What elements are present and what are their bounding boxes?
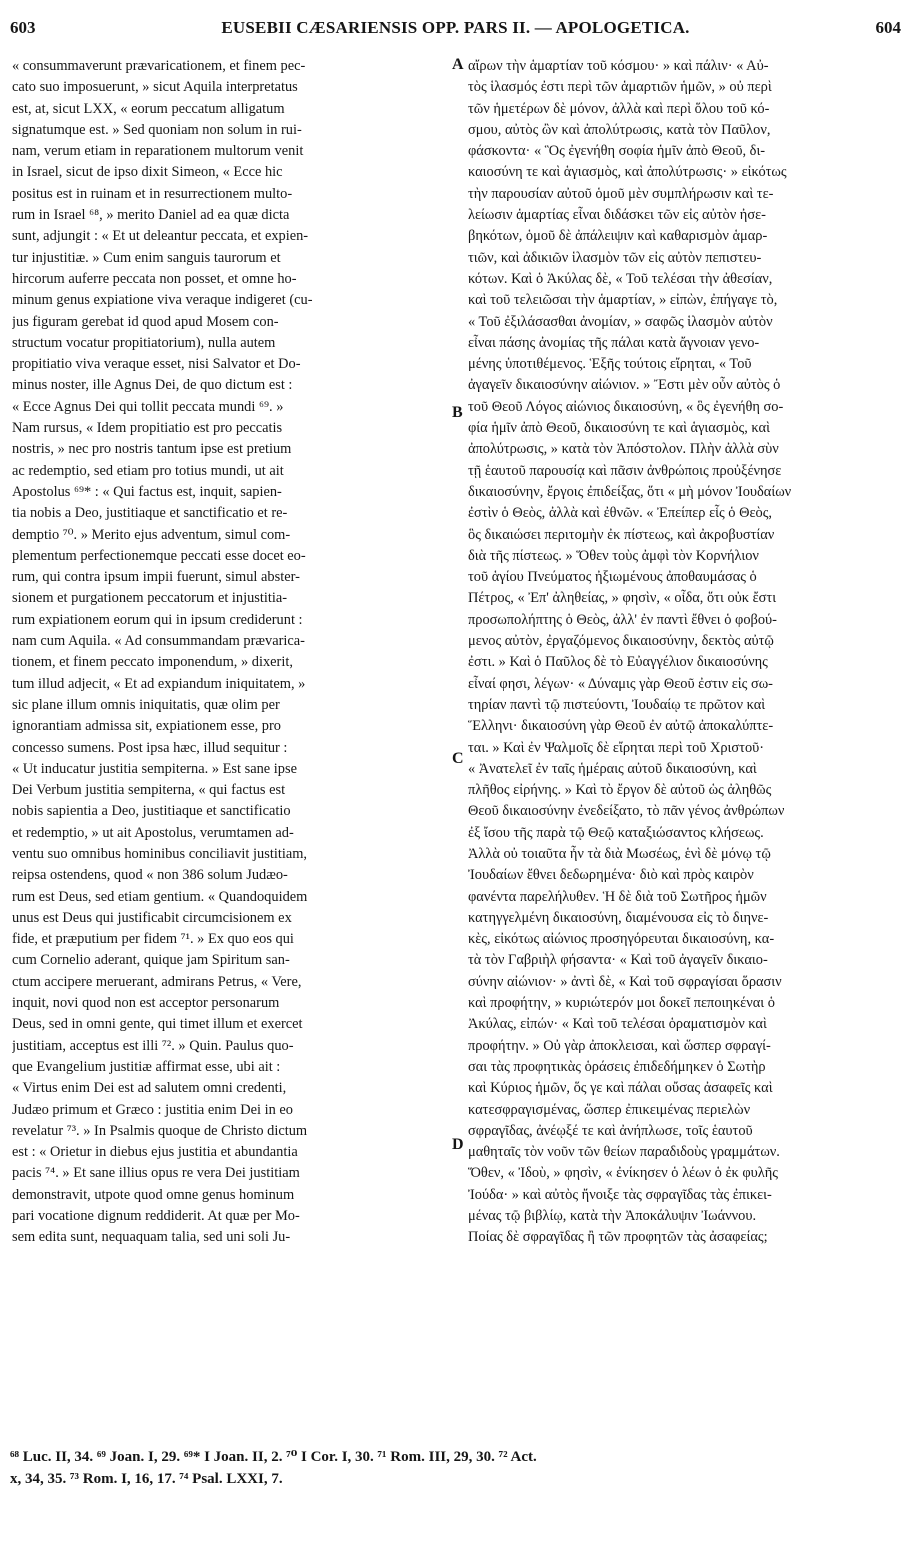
greek-text-line: εἶναι πάσης ἀνομίας τῆς πάλαι κατὰ ἄγνοιαν γενο-: [468, 334, 760, 351]
latin-text-line: « consummaverunt prævaricationem, et finem pec-: [12, 58, 306, 74]
greek-text-line: τοῦ ἁγίου Πνεύματος ἠξιωμένους ἀποθαυμάσας ὁ: [468, 569, 757, 586]
latin-text-line: Judæo primum et Græco : justitia enim Dei in eo: [12, 1101, 293, 1118]
latin-text-line: est, at, sicut LXX, « eorum peccatum alligatum: [12, 100, 285, 117]
latin-text-line: rum, qui contra ipsum impii fuerunt, simul abster-: [12, 569, 300, 586]
latin-text-line: revelatur ⁷³. » In Psalmis quoque de Christo dictum: [12, 1122, 308, 1139]
greek-text-line: Ἀκύλας, εἰπών· « Καὶ τοῦ τελέσαι ὁραματισμὸν καὶ: [468, 1016, 767, 1033]
latin-text-line: plementum perfectionemque peccati esse docet eo-: [12, 547, 306, 564]
latin-text-line: Dei Verbum justitia sempiterna, « qui factus est: [12, 782, 286, 799]
latin-text-line: hircorum auferre peccata non posset, et omne ho-: [12, 270, 297, 287]
latin-text-line: pari vocatione dignum reddiderit. At quæ per Mo-: [12, 1208, 300, 1225]
greek-text-line: μένης ὑποτιθέμενος. Ἑξῆς τούτοις εἴρηται, « Τοῦ: [468, 356, 752, 373]
greek-text-line: Ποίας δὲ σφραγῖδας ἢ τῶν προφητῶν τὰς ἀσαφείας;: [468, 1229, 768, 1246]
greek-text-line: ἐξ ἴσου τῆς παρὰ τῷ Θεῷ καταξιώσαντος κλήσεως.: [468, 824, 764, 841]
footnotes: [10, 1446, 906, 1490]
latin-text-line: tur injustitiæ. » Cum enim sanguis taurorum et: [12, 249, 281, 266]
latin-text-line: nobis sapientia a Deo, justitiaque et sanctificatio: [12, 803, 291, 820]
greek-text-line: διὰ τῆς πίστεως. » Ὅθεν τοὺς ἀμφὶ τὸν Κορνήλιον: [468, 547, 759, 564]
greek-text-line: τηρίαν παντὶ τῷ πιστεύοντι, Ἰουδαίῳ τε πρῶτον καὶ: [468, 696, 766, 713]
latin-text-line: unus est Deus qui justificabit circumcisionem ex: [12, 909, 292, 926]
left-page-number: 603: [10, 18, 36, 37]
greek-text-line: Ὅθεν, « Ἰδοὺ, » φησὶν, « ἐνίκησεν ὁ λέων ὁ ἐκ φυλῆς: [468, 1165, 778, 1182]
latin-text-line: tia nobis a Deo, justitiaque et sanctificatio et re-: [12, 505, 288, 522]
latin-text-line: sem edita sunt, nequaquam talia, sed uni soli Ju-: [12, 1229, 291, 1246]
greek-text-line: Θεοῦ δικαιοσύνην ἐνεδείξατο, τὸ πᾶν γένος ἀνθρώπων: [468, 803, 785, 820]
greek-text-line: τὴν παρουσίαν αὐτοῦ ὁμοῦ μὲν συμπλήρωσιν καὶ τε-: [468, 185, 774, 202]
latin-column: [12, 56, 450, 1249]
latin-text-line: est : « Orietur in diebus ejus justitia et abundantia: [12, 1144, 298, 1161]
latin-text-line: sunt, adjungit : « Et ut deleantur peccata, et expien-: [12, 228, 309, 245]
greek-text-line: Ἕλληνι· δικαιοσύνη γὰρ Θεοῦ ἐν αὐτῷ ἀποκαλύπτε-: [468, 718, 774, 735]
greek-text-line: μενος αὐτὸν, ἐργαζόμενος δικαιοσύνην, δεκτὸς αὐτῷ: [468, 633, 774, 650]
latin-text-line: Apostolus ⁶⁹* : « Qui factus est, inquit, sapien-: [12, 483, 282, 500]
latin-text-line: jus figuram gerebat id quod apud Mosem con-: [12, 313, 279, 330]
footnote-line: ⁶⁸ Luc. II, 34. ⁶⁹ Joan. I, 29. ⁶⁹* I Joan. II, 2. ⁷⁰ I Cor. I, 30. ⁷¹ Rom. III, 29, 30. ⁷² Act.: [10, 1449, 537, 1465]
latin-text-line: cum Cornelio aderant, quique jam Spiritum san-: [12, 952, 290, 969]
greek-text-line: σμου, αὐτὸς ὢν καὶ ἀπολύτρωσις, κατὰ τὸν Παῦλον,: [468, 121, 771, 138]
latin-text-line: inquit, novi quod non est acceptor personarum: [12, 995, 280, 1012]
greek-text-line: τοῦ Θεοῦ Λόγος αἰώνιος δικαιοσύνη, « ὃς ἐγενήθη σο-: [468, 398, 784, 415]
latin-text-line: ignorantiam admissa sit, expiationem esse, pro: [12, 718, 281, 735]
latin-text-line: justitiam, acceptus est illi ⁷². » Quin. Paulus quo-: [12, 1037, 294, 1054]
latin-text-line: structum vocatur propitiatorium), nulla autem: [12, 334, 276, 351]
greek-text-line: τὰ τὸν Γαβριὴλ φήσαντα· « Καὶ τοῦ ἀγαγεῖν δικαιο-: [468, 952, 768, 969]
greek-text-line: λείωσιν ἁμαρτίας εἶναι διδάσκει τῶν εἰς αὐτὸν ἠσε-: [468, 207, 766, 224]
latin-text-line: minus noster, ille Agnus Dei, de quo dictum est :: [12, 377, 293, 394]
greek-text-line: προφήτην. » Οὐ γὰρ ἀποκλεισαι, καὶ ὥσπερ σφραγί-: [468, 1037, 771, 1054]
margin-marker-a: A: [452, 56, 464, 73]
footnote-line: x, 34, 35. ⁷³ Rom. I, 16, 17. ⁷⁴ Psal. LXXI, 7.: [10, 1471, 283, 1487]
latin-text-line: nam cum Aquila. « Ad consummandam prævarica-: [12, 633, 305, 650]
greek-text-line: προσωπολήπτης ὁ Θεὸς, ἀλλ' ἐν παντὶ ἔθνει ὁ φοβού-: [468, 611, 777, 628]
greek-text-line: τῶν ἡμετέρων δὲ μόνον, ἀλλὰ καὶ περὶ ὅλου τοῦ κό-: [468, 100, 770, 117]
greek-text-line: βηκότων, ὁμοῦ δὲ ἀπάλειψιν καὶ καθαρισμὸν ἁμαρ-: [468, 228, 768, 245]
latin-text-line: rum est Deus, sed etiam gentium. « Quandoquidem: [12, 888, 308, 905]
latin-text-line: tionem, et finem peccato imponendum, » dixerit,: [12, 654, 293, 671]
greek-text-line: καιοσύνη τε καὶ ἁγιασμὸς, καὶ ἀπολύτρωσις· » εἰκότως: [468, 164, 787, 181]
latin-text-line: « Ecce Agnus Dei qui tollit peccata mundi ⁶⁹. »: [12, 398, 284, 415]
greek-text-line: σαι τὰς προφητικὰς ὁράσεις ἐπιδεδήμηκεν ὁ Σωτὴρ: [468, 1058, 766, 1075]
latin-text-line: signatumque est. » Sed quoniam non solum in rui-: [12, 121, 302, 138]
greek-text-line: φανέντα παρελήλυθεν. Ἡ δὲ διὰ τοῦ Σωτῆρος ἡμῶν: [468, 888, 767, 905]
latin-text-line: « Virtus enim Dei est ad salutem omni credenti,: [12, 1080, 287, 1097]
greek-text-line: σφραγῖδας, ἀνέῳξέ τε καὶ ἀνήπλωσε, τοῖς ἑαυτοῦ: [468, 1122, 753, 1139]
latin-text-line: ventu suo omnibus hominibus conciliavit justitiam,: [12, 845, 307, 862]
greek-text-line: τῇ ἑαυτοῦ παρουσίᾳ καὶ πᾶσιν ἀνθρώποις προὐξένησε: [468, 462, 782, 479]
margin-marker-d: D: [452, 1136, 464, 1153]
latin-text-line: nostris, » nec pro nostris tantum ipse est pretium: [12, 441, 292, 458]
latin-text-line: que Evangelium justitiæ affirmat esse, ubi ait :: [12, 1058, 281, 1075]
greek-text-line: τὸς ἱλασμός ἐστι περὶ τῶν ἁμαρτιῶν ἡμῶν, » οὐ περὶ: [468, 79, 772, 96]
greek-text-line: Πέτρος, « Ἐπ' ἀληθείας, » φησὶν, « οἶδα, ὅτι οὐκ ἔστι: [468, 590, 777, 607]
header-title: EUSEBII CÆSARIENSIS OPP. PARS II. — APOLOGETICA.: [221, 18, 690, 37]
latin-text-line: demptio ⁷⁰. » Merito ejus adventum, simul com-: [12, 526, 291, 543]
greek-column: [468, 56, 902, 1249]
latin-text-line: sic plane illum omnis iniquitatis, quæ olim per: [12, 696, 280, 713]
greek-text-line: φία ἡμῖν ἀπὸ Θεοῦ, δικαιοσύνη τε καὶ ἁγιασμὸς, καὶ: [468, 420, 770, 437]
latin-text-line: concesso sumens. Post ipsa hæc, illud sequitur :: [12, 739, 288, 756]
greek-text-line: « Τοῦ ἐξιλάσασθαι ἀνομίαν, » σαφῶς ἱλασμὸν αὐτὸν: [468, 313, 773, 330]
greek-text-line: κὲς, εἰκότως αἰώνιος προσηγόρευται δικαιοσύνη, κα-: [468, 931, 775, 948]
greek-text-line: ὃς δικαιώσει περιτομὴν ἐκ πίστεως, καὶ ἀκροβυστίαν: [468, 526, 775, 543]
greek-text-line: δικαιοσύνην, ἔργοις ἐπιδείξας, ὅτι « μὴ μόνον Ἰουδαίων: [468, 483, 792, 500]
right-page-number: 604: [875, 18, 901, 37]
margin-marker-c: C: [452, 750, 464, 767]
greek-text-line: πλῆθος εἰρήνης. » Καὶ τὸ ἔργον δὲ αὐτοῦ ὡς ἀληθῶς: [468, 782, 772, 799]
latin-text-line: « Ut inducatur justitia sempiterna. » Est sane ipse: [12, 760, 297, 777]
greek-text-line: ἐστι. » Καὶ ὁ Παῦλος δὲ τὸ Εὐαγγέλιον δικαιοσύνης: [468, 654, 768, 671]
latin-text-line: fide, et præputium per fidem ⁷¹. » Ex quo eos qui: [12, 931, 294, 948]
greek-text-line: σύνην αἰώνιον· » ἀντὶ δὲ, « Καὶ τοῦ σφραγίσαι ὅρασιν: [468, 973, 782, 990]
greek-text-line: Ἰουδαίων ἔθνει δεδωρημένα· διὸ καὶ πρὸς καιρὸν: [468, 867, 754, 884]
latin-text-line: sionem et purgationem peccatorum et injustitia-: [12, 590, 288, 607]
greek-text-line: « Ἀνατελεῖ ἐν ταῖς ἡμέραις αὐτοῦ δικαιοσύνη, καὶ: [468, 760, 757, 777]
latin-text-line: nam, verum etiam in reparationem multorum venit: [12, 143, 304, 160]
latin-text-line: rum in Israel ⁶⁸, » merito Daniel ad ea quæ dicta: [12, 207, 290, 224]
greek-text-line: κατηγγελμένη δικαιοσύνη, διαμένουσα εἰς τὸ διηνε-: [468, 909, 769, 926]
latin-text-line: positus est in ruinam et in resurrectionem multo-: [12, 185, 293, 202]
latin-text-line: ac redemptio, sed etiam pro totius mundi, ut ait: [12, 462, 284, 479]
greek-text-line: κατεσφραγισμένας, ὥσπερ ἐπικειμένας περιελὼν: [468, 1101, 751, 1118]
latin-text-line: minum genus expiatione viva veraque indigeret (cu-: [12, 292, 313, 309]
greek-text-line: ται. » Καὶ ἐν Ψαλμοῖς δὲ εἴρηται περὶ τοῦ Χριστοῦ·: [468, 739, 765, 756]
latin-text-line: in Israel, sicut de ipso dixit Simeon, « Ecce hic: [12, 164, 283, 181]
greek-text-line: αἴρων τὴν ἁμαρτίαν τοῦ κόσμου· » καὶ πάλιν· « Αὐ-: [468, 58, 769, 74]
greek-text-line: καὶ Κύριος ἡμῶν, ὅς γε καὶ πάλαι οὔσας ἀσαφεῖς καὶ: [468, 1080, 773, 1097]
greek-text-line: καὶ τοῦ τελειῶσαι τὴν ἁμαρτίαν, » εἰπὼν, ἐπήγαγε τὸ,: [468, 292, 778, 309]
greek-text-line: ἀγαγεῖν δικαιοσύνην αἰώνιον. » Ἔστι μὲν οὖν αὐτὸς ὁ: [468, 377, 781, 394]
latin-text-line: Nam rursus, « Idem propitiatio est pro peccatis: [12, 420, 283, 437]
greek-text-line: εἶναί φησι, λέγων· « Δύναμις γὰρ Θεοῦ ἐστιν εἰς σω-: [468, 675, 773, 692]
greek-text-line: κότων. Καὶ ὁ Ἀκύλας δὲ, « Τοῦ τελέσαι τὴν ἀθεσίαν,: [468, 270, 773, 287]
latin-text-line: ctum accipere meruerant, admirans Petrus, « Vere,: [12, 973, 302, 990]
latin-text-line: et redemptio, » ut ait Apostolus, verumtamen ad-: [12, 824, 294, 841]
latin-text-line: reipsa ostendens, quod « non 386 solum Judæo-: [12, 867, 288, 884]
greek-text-line: Ἀλλὰ οὐ τοιαῦτα ἦν τὰ διὰ Μωσέως, ἑνὶ δὲ μόνῳ τῷ: [468, 845, 771, 862]
greek-text-line: ἀπολύτρωσις, » κατὰ τὸν Ἀπόστολον. Πλὴν ἀλλὰ σὺν: [468, 441, 779, 458]
greek-text-line: ἐστὶν ὁ Θεὸς, ἀλλὰ καὶ ἐθνῶν. « Ἐπείπερ εἷς ὁ Θεὸς,: [468, 505, 773, 522]
latin-text-line: demonstravit, utpote quod omne genus hominum: [12, 1186, 295, 1203]
greek-text-line: Ἰούδα· » καὶ αὐτὸς ἤνοιξε τὰς σφραγῖδας τὰς ἐπικει-: [468, 1186, 772, 1203]
greek-text-line: τιῶν, καὶ ἀδικιῶν ἱλασμὸν τῶν εἰς αὐτὸν πεπιστευ-: [468, 249, 762, 266]
latin-text-line: pacis ⁷⁴. » Et sane illius opus re vera Dei justitiam: [12, 1165, 300, 1182]
greek-text-line: καὶ προφήτην, » κυριώτερόν μοι δοκεῖ πεποιηκέναι ὁ: [468, 995, 775, 1012]
greek-text-line: μαθηταῖς τὸν νοῦν τῶν θείων παραδιδοὺς γραμμάτων.: [468, 1144, 780, 1161]
running-header: [10, 18, 901, 44]
latin-text-line: tum illud adjecit, « Et ad expiandum iniquitatem, »: [12, 675, 306, 692]
greek-text-line: φάσκοντα· « Ὃς ἐγενήθη σοφία ἡμῖν ἀπὸ Θεοῦ, δι-: [468, 143, 766, 160]
latin-text-line: rum expiationem eorum qui in ipsum crediderunt :: [12, 611, 303, 628]
latin-text-line: cato suo imposuerunt, » sicut Aquila interpretatus: [12, 79, 298, 96]
latin-text-line: propitiatio viva veraque esset, nisi Salvator et Do-: [12, 356, 301, 373]
greek-text-line: μένας τῷ βιβλίῳ, κατὰ τὴν Ἀποκάλυψιν Ἰωάννου.: [468, 1208, 757, 1225]
margin-marker-b: B: [452, 404, 463, 421]
latin-text-line: Deus, sed in omni gente, qui timet illum et exercet: [12, 1016, 303, 1033]
